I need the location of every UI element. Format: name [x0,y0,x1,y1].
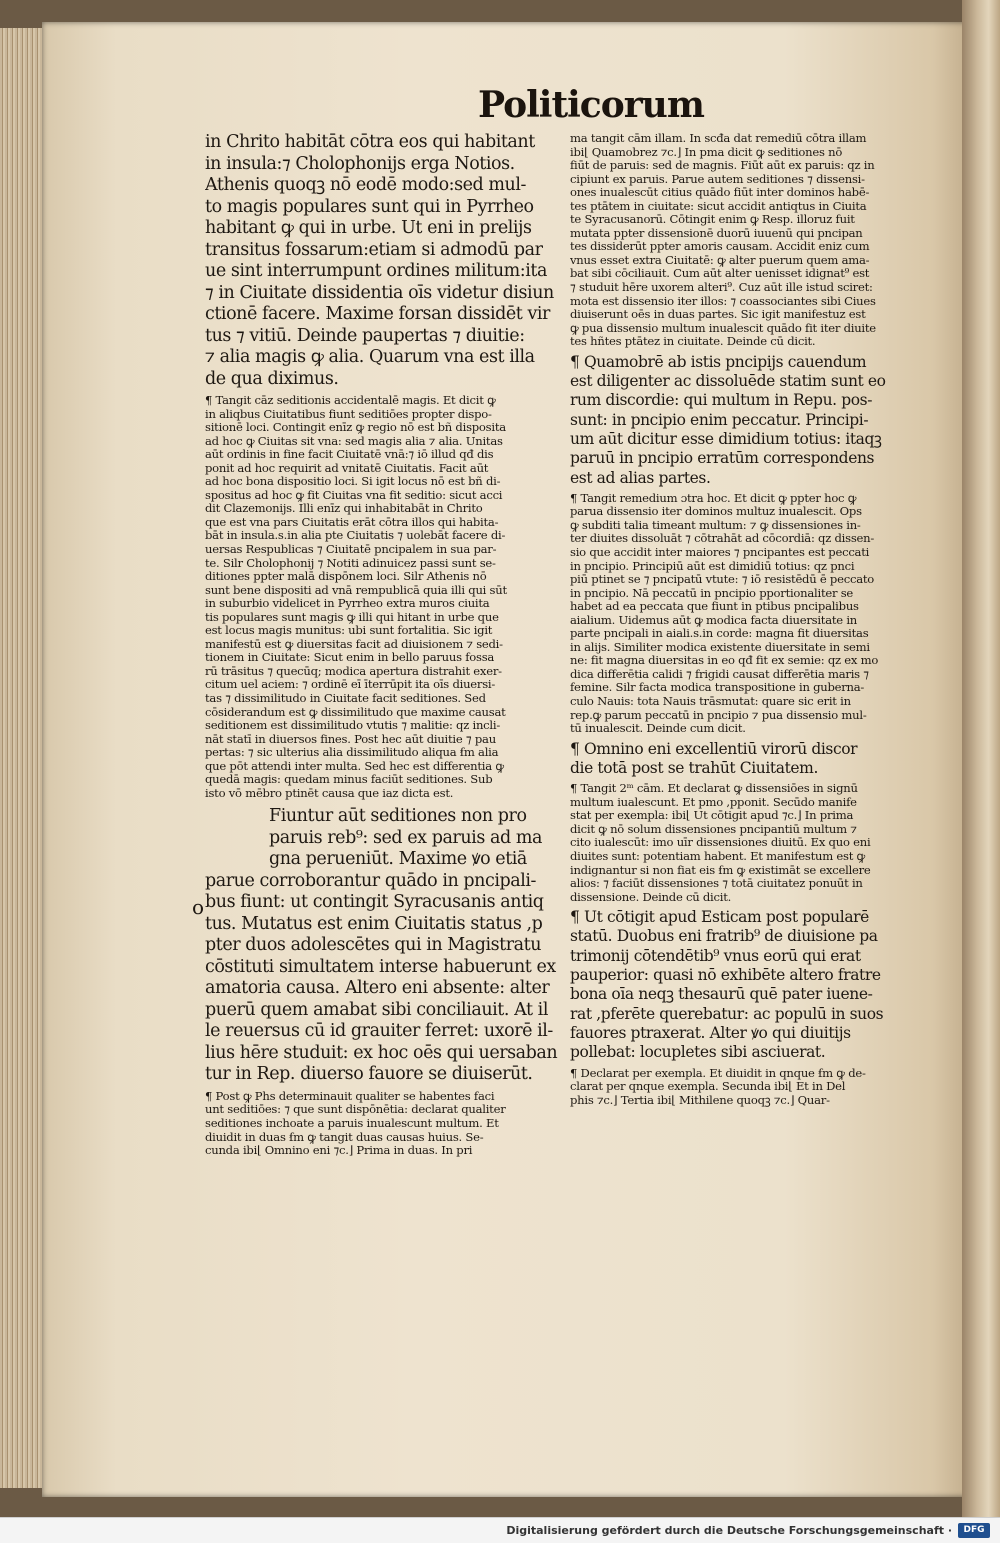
commentary-block [205,394,575,800]
text-line: ter diuites dissoluāt ⁊ cōtrahāt ad cōcordiā: qz dissen- [570,532,875,546]
commentary-block [205,1090,575,1158]
text-line: tus ⁊ vitiū. Deinde paupertas ⁊ diuitie: [205,325,525,346]
text-line: multum iualescunt. Et pmo ,pponit. Secūdo manife [570,795,857,809]
text-line: est ad alias partes. [570,468,711,487]
text-line: die totā post se trahūt Ciuitatem. [570,758,819,777]
text-line: gna perueniūt. Maxime ꝟo etiā [269,849,527,870]
text-line: cito iualescūt: imo uīr dissensiones diuitū. Ex quo eni [570,836,871,850]
main-text-block [205,806,575,1086]
text-line: tas ⁊ dissimilitudo in Ciuitate facit seditiones. Sed [205,692,486,706]
text-line: ¶ Omnino eni excellentiū virorū discor [570,739,858,758]
text-line: lius hēre studuit: ex hoc oēs qui uersaban [205,1042,558,1063]
text-line: de qua diximus. [205,368,339,389]
text-line: dit Clazemonijs. Illi enīz qui inhabitabāt in Chrito [205,502,483,516]
text-line: seditionem est dissimilitudo vtutis ⁊ malitie: qz incli- [205,719,501,733]
running-title: Politicorum [478,84,704,126]
text-line: dicit ꝙ nō solum dissensiones pncipantiū multum ⁊ [570,822,857,836]
main-text-block [570,353,932,488]
left-text-column [205,132,575,1282]
text-line: le reuersus cū id grauiter ferret: uxorē il- [205,1021,553,1042]
text-line: que pōt attendi inter multa. Sed hec est differentia ꝙ [205,759,504,773]
text-line: alios: ⁊ faciūt dissensiones ⁊ totā ciuitatez ponuūt in [570,877,863,891]
right-text-column [570,132,932,1252]
text-line: tū inualescit. Deinde cum dicit. [570,722,746,736]
text-line: ¶ Ut cōtigit apud Esticam post popularē [570,908,869,927]
text-line: paruis reb⁹: sed ex paruis ad ma [269,827,542,848]
text-line: ¶ Post ꝙ Phs determinauit qualiter se habentes faci [205,1089,495,1103]
text-line: sunt bene dispositi ad vnā rempublicā quia illi qui sūt [205,583,507,597]
footer-bar [0,1517,1000,1543]
text-line: ctionē facere. Maxime forsan dissidēt vir [205,304,550,324]
text-line: parua dissensio iter dominos multuz inualescit. Ops [570,505,862,519]
text-line: Fiuntur aūt seditiones non pro [269,806,527,827]
text-line: ⁊ alia magis ꝙ alia. Quarum vna est illa [205,347,535,367]
text-line: tus. Mutatus est enim Ciuitatis status ,p [205,913,543,934]
text-line: ue sint interrumpunt ordines militum:ita [205,261,547,281]
text-line: fiūt de paruis: sed de magnis. Fiūt aūt ex paruis: qz in [570,159,875,173]
text-line: tionem in Ciuitate: Sicut enim in bello paruus fossa [205,651,495,665]
text-line: parte pncipali in aiali.s.in corde: magna fit diuersitas [570,627,869,641]
text-line: diuidit in duas ẜm ꝙ tangit duas causas huius. Se- [205,1130,484,1144]
text-line: sio que accidit inter maiores ⁊ pncipantes est peccati [570,546,870,560]
text-line: ¶ Tangit remedium ɔtra hoc. Et dicit ꝙ ppter hoc ꝙ [570,491,857,505]
text-line: femine. Silr facta modica transpositione in guberna- [570,681,865,695]
text-line: sunt: in pncipio enim peccatur. Principi- [570,410,869,429]
text-line: pollebat: locupletes sibi asciuerat. [570,1043,826,1062]
text-line: ones inualescūt citius quādo fiūt inter dominos habē- [570,186,870,200]
text-line: rum discordie: qui multum in Repu. pos- [570,391,873,410]
dfg-logo: DFG [958,1523,990,1538]
text-line: dissensione. Deinde cū dicit. [570,890,732,904]
text-line: ¶ Tangit 2ᵐ cām. Et declarat ꝙ dissensiōes in signū [570,782,858,796]
text-line: trimonij cōtendētib⁹ vnus eorū qui erat [570,946,861,965]
text-line: manifestū est ꝙ diuersitas facit ad diuisionem ⁊ sedi- [205,637,503,651]
text-line: est locus magis munitus: ubi sunt fortalitia. Sic igit [205,624,493,638]
text-line: ¶ Declarat per exempla. Et diuidit in qnque ẜm ꝙ de- [570,1066,866,1080]
text-line: tes dissiderūt ppter amoris causam. Accidit eniz cum [570,240,870,254]
text-line: ⁊ studuit hēre uxorem alteri⁹. Cuz aūt ille istud sciret: [570,281,873,295]
text-line: in Chrito habitāt cōtra eos qui habitant [205,132,535,152]
text-line: in suburbio videlicet in Pyrrheo extra muros ciuita [205,597,490,611]
text-line: parue corroborantur quādo in pncipali- [205,870,536,891]
text-line: in aliqbus Ciuitatibus fiunt seditiōes propter dispo- [205,407,492,421]
text-line: puerū quem amabat sibi conciliauit. At il [205,999,548,1020]
text-line: bus fiunt: ut contingit Syracusanis antiq [205,892,544,913]
text-line: bona oīa neqꝫ thesaurū quē pater iuene- [570,985,873,1004]
text-line: nāt statī in diuersos fines. Post hec aūt diuitie ⁊ pau [205,732,496,746]
text-line: pertas: ⁊ sic ulterius alia dissimilitudo aliqua ẜm alia [205,746,499,760]
commentary-block [570,782,932,904]
text-line: ad hoc ꝙ Ciuitas sit vna: sed magis alia ⁊ alia. Unitas [205,434,503,448]
text-line: te Syracusanorū. Cōtingit enim ꝙ Resp. illoruz fuit [570,213,855,227]
text-line: aialium. Uidemus aūt ꝙ modica facta diuersitate in [570,613,858,627]
text-line: in alijs. Similiter modica existente diuersitate in semi [570,640,870,654]
funding-credit: Digitalisierung gefördert durch die Deutsche Forschungsgemeinschaft · [506,1524,952,1537]
text-line: habitant ꝙ qui in urbe. Ut eni in prelijs [205,218,532,238]
text-line: phis ⁊c.⌋ Tertia ibi⌊ Mithilene quoqꝫ ⁊c.⌋ Quar- [570,1093,830,1107]
text-line: ꝙ subditi talia timeant multum: ⁊ ꝙ dissensiones in- [570,518,861,532]
text-line: cunda ibi⌊ Omnino eni ⁊c.⌋ Prima in duas. In pri [205,1144,473,1158]
text-line: cōsiderandum est ꝙ dissimilitudo que maxime causat [205,705,506,719]
text-line: diuites sunt: potentiam habent. Et manifestum est ꝙ [570,850,866,863]
text-line: quedā magis: quedam minus faciūt seditiones. Sub [205,773,493,787]
text-line: indignantur si non fiat eis ẜm ꝙ existimāt se excellere [570,863,871,877]
text-line: ditiones ppter malā dispōnem loci. Silr Athenis nō [205,570,487,584]
commentary-block [570,492,932,736]
text-line: vnus esset extra Ciuitatē: ꝙ alter puerum quem ama- [570,253,870,267]
text-line: in pncipio. Principiū aūt est dimidiū totius: qz pnci [570,559,855,573]
text-line: ponit ad hoc requirit ad vnitatē Ciuitatis. Facit aūt [205,461,489,475]
text-line: diuiserunt oēs in duas partes. Sic igit manifestuz est [570,308,866,322]
text-line: paruū in pncipio erratūm correspondens [570,449,875,468]
text-line: ne: fit magna diuersitas in eo qđ fit ex semie: qz ex mo [570,654,879,668]
text-line: aūt ordinis in fine facit Ciuitatē vnā:⁊ iō illud qđ dis [205,448,494,462]
right-page-edge [962,0,1000,1517]
text-line: sitionē loci. Contingit enīz ꝙ regio nō est bñ disposita [205,421,506,435]
text-line: ma tangit cām illam. In scđa dat remediū cōtra illam [570,132,867,145]
text-line: piū ptinet se ⁊ pncipatū vtute: ⁊ iō resistēdū ē peccato [570,573,875,587]
text-line: rat ,pferēte querebatur: ac populū in suos [570,1004,884,1023]
text-line: ¶ Quamobrē ab istis pncipijs cauendum [570,352,867,371]
text-line: rep.ꝙ parum peccatū in pncipio ⁊ pua dissensio mul- [570,708,867,722]
text-line: habet ad ea peccata que fiunt in ptibus pncipalibus [570,600,859,614]
text-line: ibi⌊ Quamobrez ⁊c.⌋ In pma dicit ꝙ seditiones nō [570,145,843,159]
commentary-block [570,1067,932,1108]
text-line: amatoria causa. Altero eni absente: alter [205,978,550,999]
text-line: tis populares sunt magis ꝙ illi qui hitant in urbe que [205,610,499,624]
text-line: fauores ptraxerat. Alter ꝟo qui diuitijs [570,1023,851,1042]
text-line: ¶ Tangit cāz seditionis accidentalē magis. Et dicit ꝙ [205,394,496,407]
text-line: ⁊ in Ciuitate dissidentia oīs videtur disiun [205,282,554,303]
text-line: tes hñtes ptātez in ciuitate. Deinde cū dicit. [570,335,816,349]
text-line: cōstituti simultatem interse habuerunt ex [205,956,556,977]
left-page-edges [0,28,48,1488]
text-line: citum uel aciem: ⁊ ordinē eī īterrūpit ita oīs diuersi- [205,678,496,692]
text-line: te. Silr Cholophonij ⁊ Notiti adinuicez passi sunt se- [205,556,496,570]
text-line: mota est dissensio iter illos: ⁊ coassociantes sibi Ciues [570,294,876,308]
text-line: bāt in insula.s.in alia pte Ciuitatis ⁊ uolebāt facere di- [205,529,506,543]
text-line: uersas Respublicas ⁊ Ciuitatē pncipalem in sua par- [205,543,497,557]
text-line: que est vna pars Ciuitatis erāt cōtra illos qui habita- [205,515,499,529]
text-line: ad hoc bona dispositio loci. Si igit locus nō est bñ di- [205,475,501,489]
text-line: isto vō mēbro ptinēt causa que iaz dicta est. [205,786,454,800]
text-line: ꝙ pua dissensio multum inualescit quādo fit iter diuite [570,321,876,335]
margin-mark: o [192,895,205,919]
text-line: in insula:⁊ Cholophonijs erga Notios. [205,153,515,174]
text-line: Athenis quoqꝫ nō eodē modo:sed mul- [205,175,526,195]
text-line: pter duos adolescētes qui in Magistratu [205,935,542,956]
text-line: tes ptātem in ciuitate: sicut accidit antiqtus in Ciuita [570,199,867,213]
text-line: rū trāsitus ⁊ quecūq; modica apertura distrahit exer- [205,664,502,678]
text-line: est diligenter ac dissoluēde statim sunt eo [570,372,886,391]
text-line: dica differētia calidi ⁊ frigidi causat differētia maris ⁊ [570,667,869,681]
text-line: seditiones inchoate a paruis inualescunt multum. Et [205,1117,499,1130]
commentary-block [570,132,932,349]
main-text-block [570,740,932,779]
text-line: bat sibi cōciliauit. Cum aūt alter uenisset idignat⁹ est [570,267,870,281]
text-line: culo Nauis: tota Nauis trāsmutat: quare sic erit in [570,695,851,709]
text-line: um aūt dicitur esse dimidium totius: itaqꝫ [570,429,882,448]
text-line: transitus fossarum:etiam si admodū par [205,239,543,260]
text-line: unt seditiōes: ⁊ que sunt dispōnētia: declarat qualiter [205,1103,506,1117]
text-line: in pncipio. Nā peccatū in pncipio pportionaliter se [570,586,854,600]
text-line: mutata ppter dissensionē duorū iuuenū qui pncipan [570,226,863,240]
text-line: spositus ad hoc ꝙ fit Ciuitas vna fit seditio: sicut acci [205,488,503,502]
text-line: stat per exempla: ibi⌊ Ut cōtigit apud ⁊c.⌋ In prima [570,809,854,823]
text-line: cipiunt ex paruis. Parue autem seditiones ⁊ dissensi- [570,172,865,186]
main-text-block [570,908,932,1062]
text-line: clarat per qnque exempla. Secunda ibi⌊ Et in Del [570,1080,846,1094]
text-line: to magis populares sunt qui in Pyrrheo [205,196,534,217]
main-text-block [205,132,575,390]
text-line: pauperior: quasi nō exhibēte altero fratre [570,966,881,985]
text-line: tur in Rep. diuerso fauore se diuiserūt. [205,1064,533,1085]
text-line: statū. Duobus eni fratrib⁹ de diuisione pa [570,927,878,946]
